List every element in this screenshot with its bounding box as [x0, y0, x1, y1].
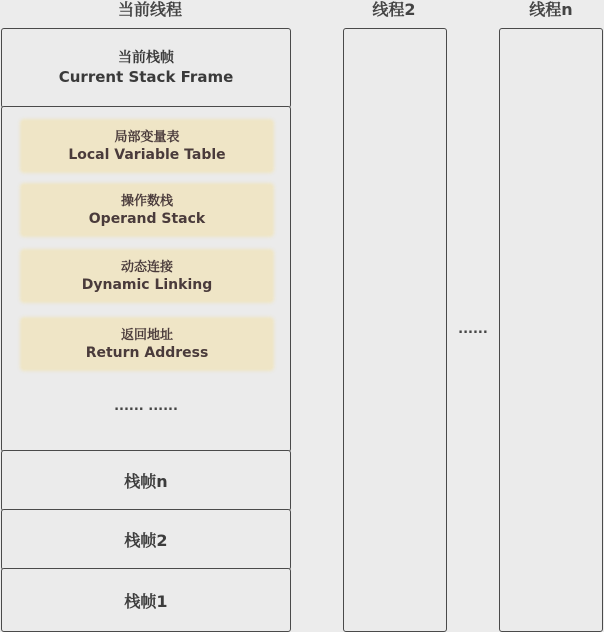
threadn-stack [499, 28, 603, 632]
return-address [22, 319, 272, 369]
current-stack-frame-contents [1, 106, 291, 452]
local-variable-table-cn: 局部变量表 [114, 129, 180, 145]
return-address-en: Return Address [85, 344, 209, 361]
more-threads-ellipsis: ...... [458, 322, 488, 337]
thread2-title: 线程2 [372, 0, 416, 19]
stack-frame-1 [1, 568, 291, 632]
dynamic-linking [22, 251, 272, 301]
current-thread-title: 当前线程 [117, 0, 182, 19]
local-variable-table [22, 121, 272, 171]
threadn-title: 线程n [529, 0, 573, 19]
current-stack-frame-title-cn: 当前栈帧 [118, 50, 174, 66]
thread2-stack [343, 28, 447, 632]
operand-stack [22, 185, 272, 235]
stack-frame-2-label: 栈帧2 [124, 531, 168, 550]
stack-frame-n-label: 栈帧n [124, 472, 168, 491]
current-stack-frame-header [1, 28, 291, 108]
local-variable-table-en: Local Variable Table [68, 146, 226, 163]
stack-frame-2 [1, 509, 291, 570]
stack-frame-n [1, 450, 291, 511]
current-stack-frame-title-en: Current Stack Frame [58, 68, 234, 86]
operand-stack-cn: 操作数栈 [120, 193, 173, 209]
stack-frame-1-label: 栈帧1 [124, 591, 168, 611]
operand-stack-en: Operand Stack [88, 210, 206, 227]
return-address-cn: 返回地址 [120, 327, 173, 343]
dynamic-linking-en: Dynamic Linking [81, 276, 213, 293]
dynamic-linking-cn: 动态连接 [120, 259, 173, 275]
more-components-ellipsis: ...... ...... [114, 399, 178, 414]
